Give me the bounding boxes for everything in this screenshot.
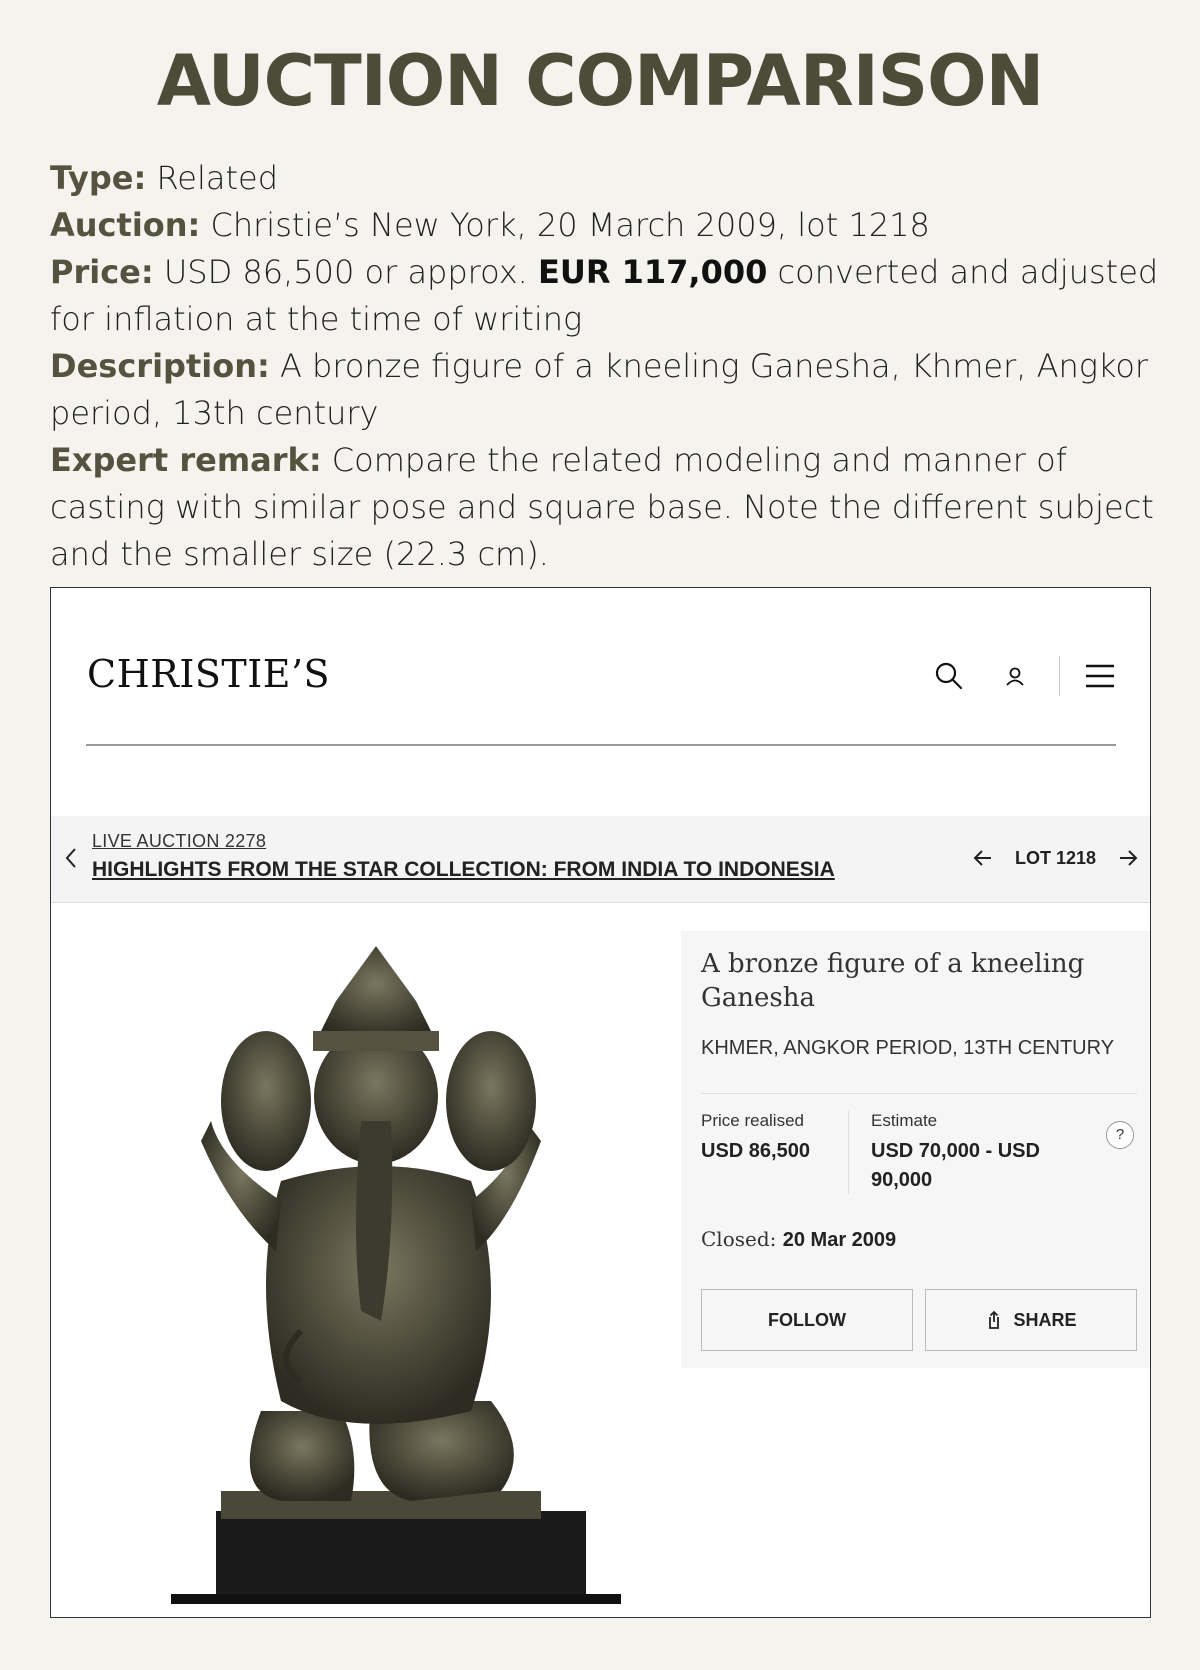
remark-row xyxy=(50,437,1160,578)
closed-value: 20 Mar 2009 xyxy=(782,1229,897,1251)
type-value: Related xyxy=(146,159,278,197)
sale-number-link[interactable]: LIVE AUCTION 2278 xyxy=(92,831,267,851)
christies-lot-screenshot xyxy=(50,587,1151,1618)
panel-divider xyxy=(701,1093,1137,1094)
lot-subtitle: KHMER, ANGKOR PERIOD, 13TH CENTURY xyxy=(701,1037,1115,1059)
estimate-label: Estimate xyxy=(871,1111,938,1130)
auction-row xyxy=(50,202,1160,249)
description-label: Description: xyxy=(50,347,270,385)
user-icon[interactable] xyxy=(995,656,1035,696)
menu-icon[interactable] xyxy=(1080,656,1120,696)
description-row xyxy=(50,343,1160,437)
remark-value: Compare the related modeling and manner of casting with similar pose and square base. Note the different subject and the smaller size (22.3 cm). xyxy=(50,441,1154,573)
header-divider xyxy=(86,744,1116,746)
price-value-a: USD 86,500 or approx. xyxy=(153,253,538,291)
chevron-left-icon[interactable] xyxy=(61,846,81,870)
page-title: AUCTION COMPARISON xyxy=(156,40,1044,122)
follow-label: FOLLOW xyxy=(768,1309,846,1330)
description-value: A bronze figure of a kneeling Ganesha, Khmer, Angkor period, 13th century xyxy=(50,347,1149,432)
closed-label: Closed: xyxy=(701,1227,783,1251)
lot-number: LOT 1218 xyxy=(1014,847,1096,868)
share-icon xyxy=(985,1310,1003,1330)
price-realised-value: USD 86,500 xyxy=(701,1140,810,1162)
price-realised-block xyxy=(701,1111,861,1166)
comparison-details xyxy=(50,155,1160,578)
christies-logo[interactable]: CHRISTIE’S xyxy=(87,652,331,696)
arrow-right-icon[interactable] xyxy=(1114,844,1142,872)
lot-details-panel xyxy=(681,931,1151,1368)
price-row xyxy=(50,249,1160,343)
header-icons xyxy=(929,656,1120,696)
estimate-block xyxy=(871,1111,1091,1195)
sale-title-link[interactable]: HIGHLIGHTS FROM THE STAR COLLECTION: FROM INDIA TO INDONESIA xyxy=(92,858,835,881)
type-row xyxy=(50,155,1160,202)
share-label: SHARE xyxy=(1013,1309,1077,1330)
auction-label: Auction: xyxy=(50,206,201,244)
auction-value: Christie’s New York, 20 March 2009, lot 1218 xyxy=(200,206,930,244)
arrow-left-icon[interactable] xyxy=(969,844,997,872)
help-icon[interactable]: ? xyxy=(1106,1121,1134,1149)
lot-navigation xyxy=(969,844,1142,872)
remark-label: Expert remark: xyxy=(50,441,322,479)
price-value-b: converted and adjusted for inflation at the time of writing xyxy=(50,253,1159,338)
price-separator xyxy=(848,1111,849,1194)
ganesha-figure-image xyxy=(51,931,681,1618)
follow-button[interactable] xyxy=(701,1289,913,1351)
price-label: Price: xyxy=(50,253,154,291)
sale-nav-bar xyxy=(51,816,1151,903)
price-realised-label: Price realised xyxy=(701,1111,804,1130)
estimate-value: USD 70,000 - USD 90,000 xyxy=(871,1140,1040,1191)
header-separator xyxy=(1059,656,1060,696)
lot-image[interactable] xyxy=(51,931,681,1618)
lot-title: A bronze figure of a kneeling Ganesha xyxy=(701,949,1085,1013)
type-label: Type: xyxy=(50,159,147,197)
price-value-eur: EUR 117,000 xyxy=(538,253,768,291)
closed-date xyxy=(701,1227,896,1252)
search-icon[interactable] xyxy=(929,656,969,696)
share-button[interactable] xyxy=(925,1289,1137,1351)
